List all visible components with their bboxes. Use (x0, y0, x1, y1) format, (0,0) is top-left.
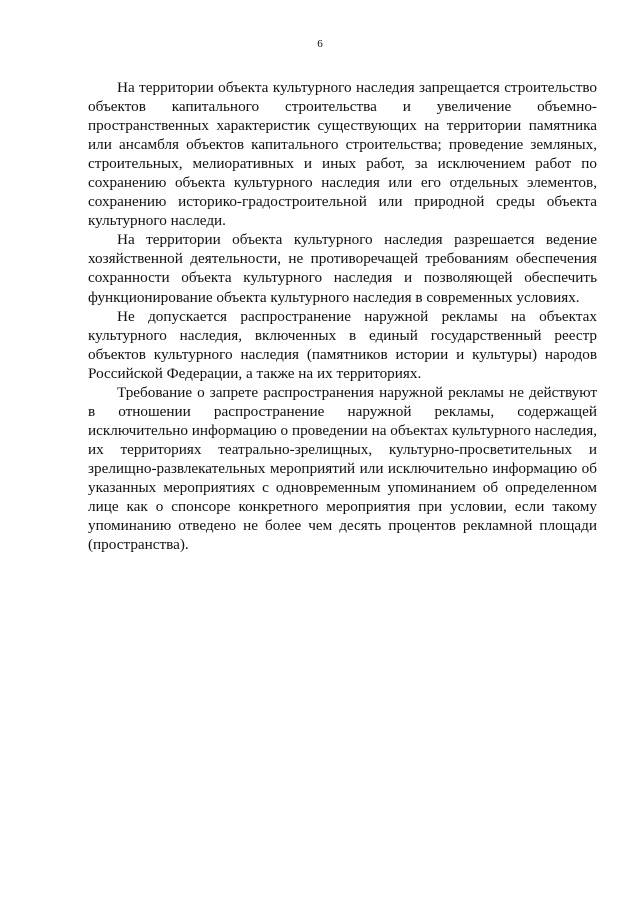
paragraph-advertising-exception: Требование о запрете распространения наружной рекламы не действуют в отношении распространение наружной рекламы, содержащей исключительно информацию о проведении на объектах культурного наследия, их территориях театрально-зрелищных, культурно-просветительных и зрелищно-развлекательных мероприятий или исключительно информацию об указанных мероприятиях с одновременным упоминанием об определенном лице как о спонсоре конкретного мероприятия при условии, если такому упоминанию отведено не более чем десять процентов рекламной площади (пространства). (88, 383, 597, 554)
document-body (88, 78, 597, 554)
paragraph-permitted-activity: На территории объекта культурного наследия разрешается ведение хозяйственной деятельности, не противоречащей требованиям обеспечения сохранности объекта культурного наследия и позволяющей обеспечить функционирование объекта культурного наследия в современных условиях. (88, 231, 597, 306)
page-number: 6 (317, 38, 323, 50)
paragraph-advertising-ban: Не допускается распространение наружной рекламы на объектах культурного наследия, включенных в единый государственный реестр объектов культурного наследия (памятников истории и культуры) народов Российской Федерации, а также на их территориях. (88, 307, 597, 382)
paragraph-prohibition-construction: На территории объекта культурного наследия запрещается строительство объектов капитального строительства и увеличение объемно-пространственных характеристик существующих на территории памятника или ансамбля объектов капитального строительства; проведение земляных, строительных, мелиоративных и иных работ, за исключением работ по сохранению объекта культурного наследия или его отдельных элементов, сохранению историко-градостроительной или природной среды объекта культурного наследи. (88, 79, 597, 230)
